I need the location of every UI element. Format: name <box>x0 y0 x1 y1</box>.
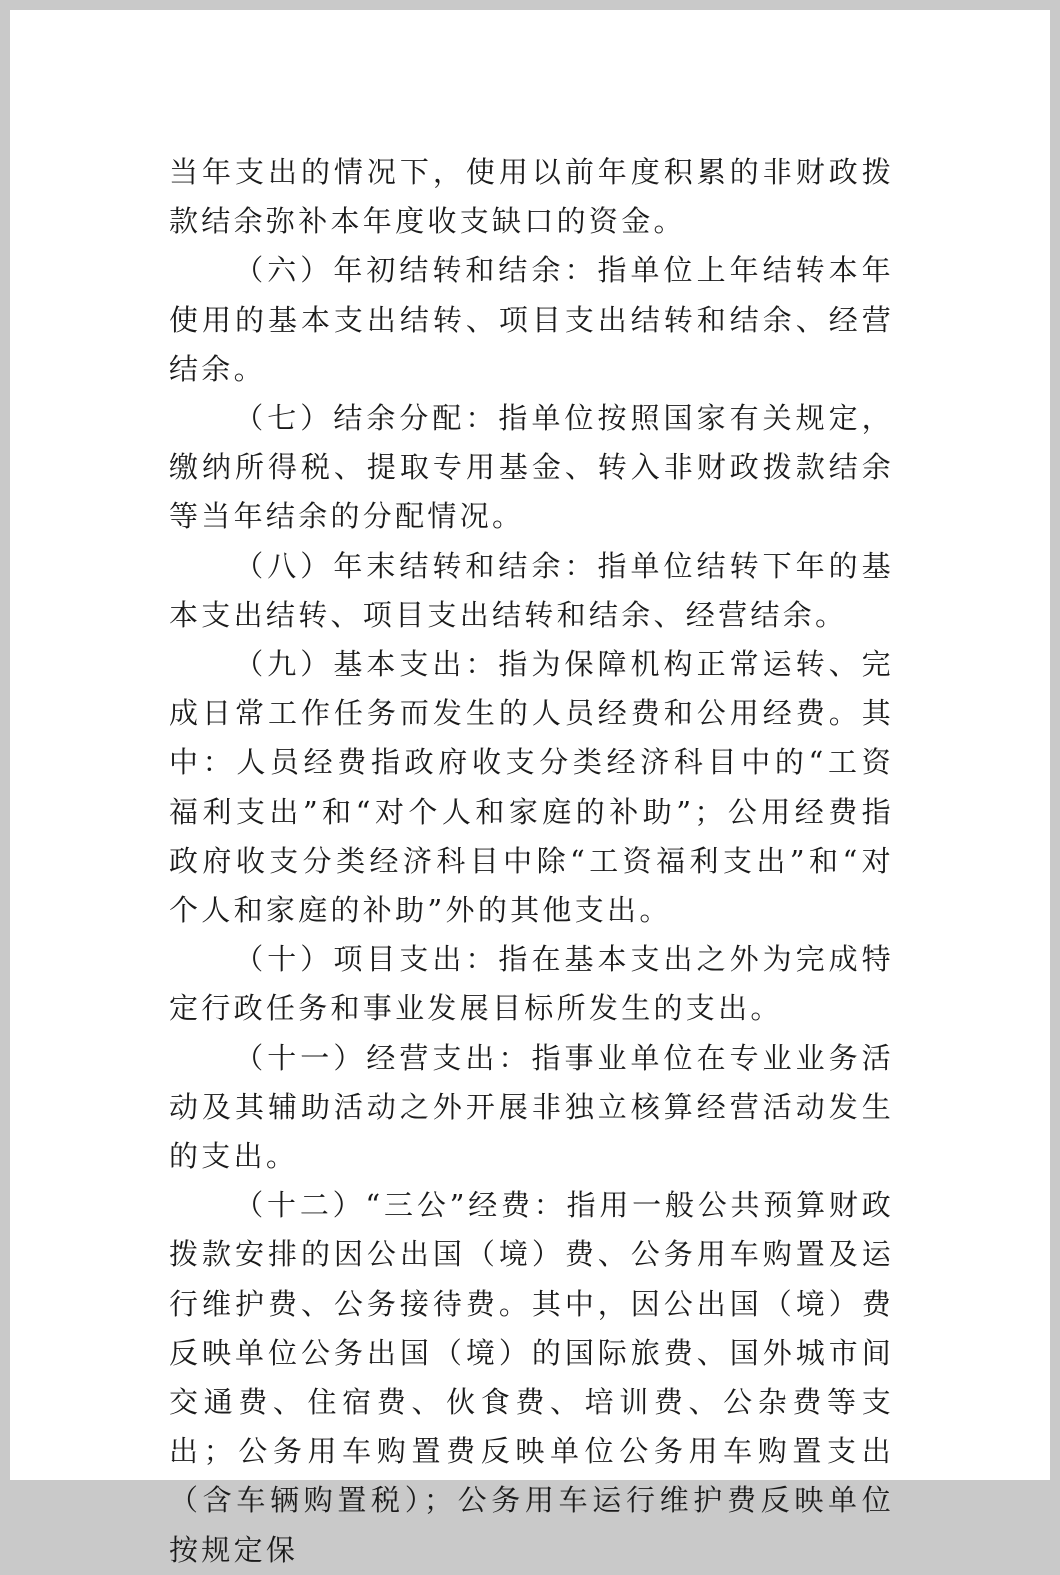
paragraph-12-three-public-expenses: （十二）“三公”经费：指用一般公共预算财政拨款安排的因公出国（境）费、公务用车购置及运行维护费、公务接待费。其中，因公出国（境）费反映单位公务出国（境）的国际旅费、国外城市间交通费、住宿费、伙食费、培训费、公杂费等支出；公务用车购置费反映单位公务用车购置支出（含车辆购置税）；公务用车运行维护费反映单位按规定保 <box>169 1188 894 1567</box>
paragraph-10-project-expenditure: （十）项目支出：指在基本支出之外为完成特定行政任务和事业发展目标所发生的支出。 <box>169 942 894 1026</box>
document-page <box>10 10 1050 1567</box>
paragraph-6-opening-balance: （六）年初结转和结余：指单位上年结转本年使用的基本支出结转、项目支出结转和结余、经营结余。 <box>169 253 894 386</box>
document-body <box>169 148 894 1575</box>
paragraph-11-operating-expenditure: （十一）经营支出：指事业单位在专业业务活动及其辅助活动之外开展非独立核算经营活动发生的支出。 <box>169 1040 894 1174</box>
paragraph-8-closing-balance: （八）年末结转和结余：指单位结转下年的基本支出结转、项目支出结转和结余、经营结余。 <box>169 548 894 632</box>
paragraph-9-basic-expenditure: （九）基本支出：指为保障机构正常运转、完成日常工作任务而发生的人员经费和公用经费。其中：人员经费指政府收支分类经济科目中的“工资福利支出”和“对个人和家庭的补助”；公用经费指政府收支分类经济科目中除“工资福利支出”和“对个人和家庭的补助”外的其他支出。 <box>169 647 894 928</box>
paragraph-7-surplus-distribution: （七）结余分配：指单位按照国家有关规定，缴纳所得税、提取专用基金、转入非财政拨款结余等当年结余的分配情况。 <box>169 401 894 534</box>
paragraph-continued: 当年支出的情况下，使用以前年度积累的非财政拨款结余弥补本年度收支缺口的资金。 <box>169 155 894 239</box>
